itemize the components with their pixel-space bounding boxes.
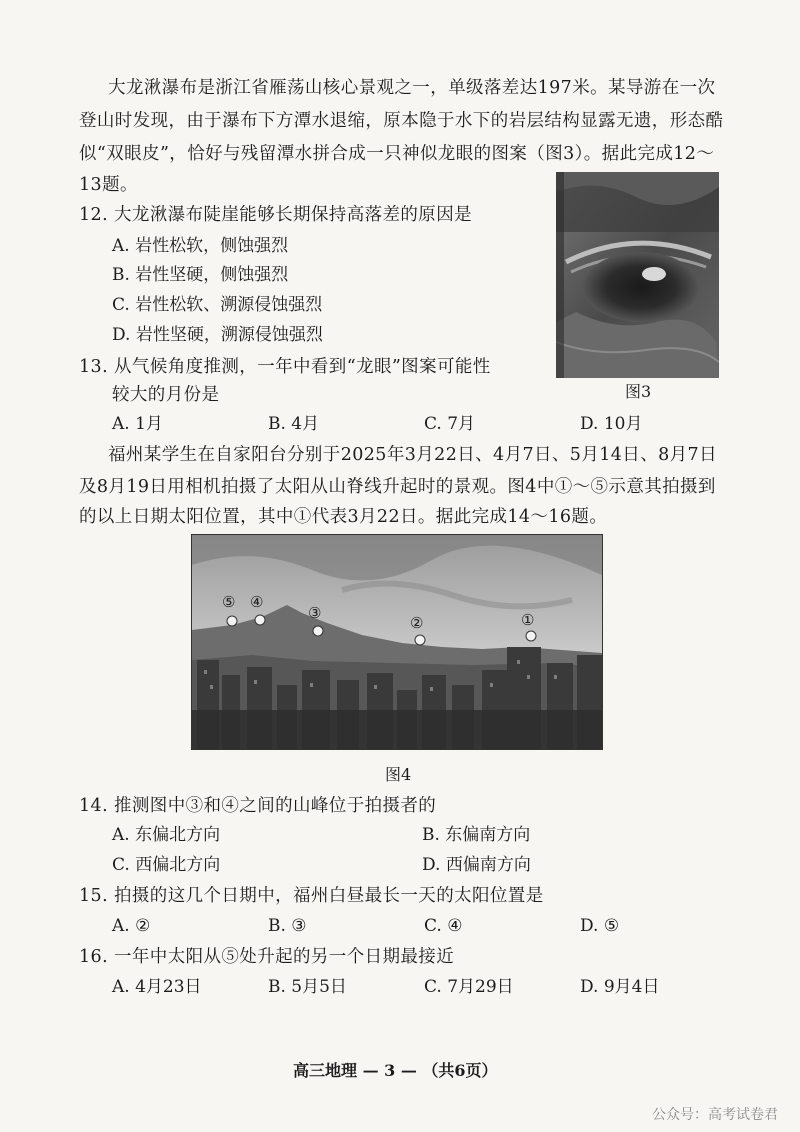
q15-option-b: B. ③ — [268, 916, 307, 936]
sun-marker-3: ③ — [308, 604, 322, 622]
q15-stem: 15. 拍摄的这几个日期中，福州白昼最长一天的太阳位置是 — [79, 886, 544, 906]
q12-option-c: C. 岩性松软、溯源侵蚀强烈 — [112, 295, 323, 315]
intro1-line2: 登山时发现，由于瀑布下方潭水退缩，原本隐于水下的岩层结构显露无遗，形态酷 — [79, 111, 724, 131]
q13-option-c: C. 7月 — [424, 414, 476, 434]
intro2-line1: 福州某学生在自家阳台分别于2025年3月22日、4月7日、5月14日、8月7日 — [108, 445, 717, 465]
figure-4-caption: 图4 — [385, 765, 412, 784]
page-footer: 高三地理 — 3 — （共6页） — [293, 1061, 498, 1080]
q14-option-c: C. 西偏北方向 — [112, 855, 221, 875]
intro2-line3: 的以上日期太阳位置，其中①代表3月22日。据此完成14～16题。 — [79, 507, 608, 527]
q13-option-b: B. 4月 — [268, 414, 320, 434]
sun-marker-1: ① — [521, 611, 535, 629]
q12-stem: 12. 大龙湫瀑布陡崖能够长期保持高落差的原因是 — [79, 205, 472, 225]
q12-option-b: B. 岩性坚硬，侧蚀强烈 — [112, 265, 289, 285]
figure-3-photo — [556, 172, 719, 378]
sun-marker-5: ⑤ — [222, 593, 236, 611]
q14-option-b: B. 东偏南方向 — [422, 825, 531, 845]
q16-option-d: D. 9月4日 — [580, 977, 660, 997]
q16-option-c: C. 7月29日 — [424, 977, 514, 997]
intro1-line1: 大龙湫瀑布是浙江省雁荡山核心景观之一，单级落差达197米。某导游在一次 — [108, 78, 716, 98]
q12-option-d: D. 岩性坚硬，溯源侵蚀强烈 — [112, 325, 323, 345]
watermark: 公众号：高考试卷君 — [652, 1107, 778, 1123]
q16-stem: 16. 一年中太阳从⑤处升起的另一个日期最接近 — [79, 947, 455, 967]
q14-option-a: A. 东偏北方向 — [112, 825, 221, 845]
figure-4-photo — [191, 534, 603, 750]
figure-3-caption: 图3 — [625, 382, 652, 401]
q14-option-d: D. 西偏南方向 — [422, 855, 531, 875]
q13-stem-line1: 13. 从气候角度推测，一年中看到“龙眼”图案可能性 — [79, 357, 491, 377]
q13-stem-line2: 较大的月份是 — [112, 385, 220, 405]
q16-option-b: B. 5月5日 — [268, 977, 347, 997]
sun-marker-4: ④ — [250, 593, 264, 611]
q15-option-d: D. ⑤ — [580, 916, 620, 936]
sun-marker-2: ② — [410, 614, 424, 632]
q14-stem: 14. 推测图中③和④之间的山峰位于拍摄者的 — [79, 796, 437, 816]
q15-option-c: C. ④ — [424, 916, 463, 936]
q12-option-a: A. 岩性松软，侧蚀强烈 — [112, 236, 289, 256]
q13-option-d: D. 10月 — [580, 414, 643, 434]
q13-option-a: A. 1月 — [112, 414, 163, 434]
q15-option-a: A. ② — [112, 916, 151, 936]
q16-option-a: A. 4月23日 — [112, 977, 202, 997]
intro1-line4: 13题。 — [79, 175, 138, 195]
intro2-line2: 及8月19日用相机拍摄了太阳从山脊线升起时的景观。图4中①～⑤示意其拍摄到 — [79, 477, 716, 497]
intro1-line3: 似“双眼皮”，恰好与残留潭水拼合成一只神似龙眼的图案（图3）。据此完成12～ — [79, 144, 715, 164]
